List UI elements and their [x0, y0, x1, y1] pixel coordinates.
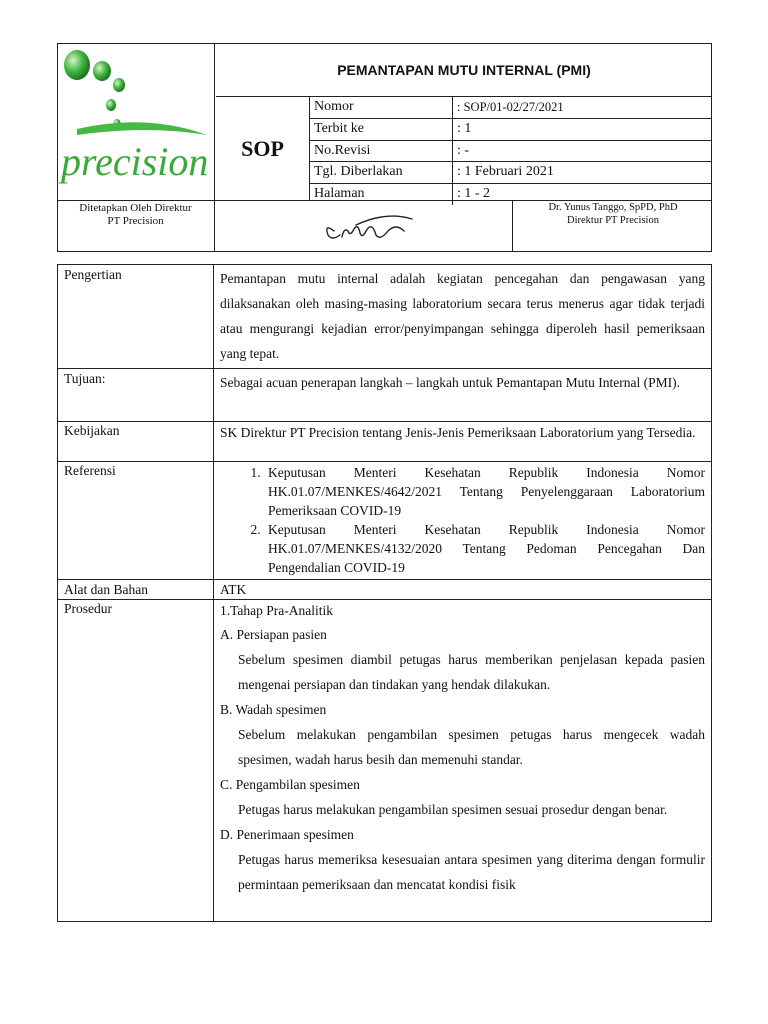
logo-cell — [57, 43, 215, 200]
label-referensi: Referensi — [58, 462, 214, 579]
step-text: Sebelum spesimen diambil petugas harus memberikan penjelasan kepada pasien mengenai persiapan dan tindakan yang hendak dilakukan. — [238, 652, 705, 692]
meta-key: Tgl. Diberlakan — [310, 162, 453, 183]
referensi-item: 2. Keputusan Menteri Kesehatan Republik Indonesia Nomor HK.01.07/MENKES/4132/2020 Tentang Pedoman Pencegahan Dan Pengendalian COVID-19 — [264, 520, 705, 577]
text-tujuan: Sebagai acuan penerapan langkah – langkah untuk Pemantapan Mutu Internal (PMI). — [220, 375, 680, 390]
referensi-item: 1. Keputusan Menteri Kesehatan Republik Indonesia Nomor HK.01.07/MENKES/4642/2021 Tentang Penyelenggaraan Laboratorium Pemeriksaan COVID-19 — [264, 463, 705, 520]
meta-value: : SOP/01-02/27/2021 — [457, 100, 564, 114]
meta-value: : - — [457, 142, 470, 158]
document-meta — [310, 97, 712, 200]
signer-cell — [514, 201, 712, 252]
meta-key: Nomor — [310, 97, 453, 118]
step-title: D. Penerimaan spesimen — [220, 827, 354, 842]
meta-key: No.Revisi — [310, 141, 453, 162]
ditetapkan-cell — [57, 201, 215, 252]
step-title: B. Wadah spesimen — [220, 702, 327, 717]
row-kebijakan — [58, 422, 711, 462]
row-tujuan — [58, 369, 711, 422]
row-prosedur — [58, 600, 711, 922]
prosedur-stage: 1.Tahap Pra-Analitik — [220, 603, 334, 618]
meta-row — [310, 162, 712, 184]
label-tujuan: Tujuan: — [58, 369, 214, 421]
step-text: Sebelum melakukan pengambilan spesimen petugas harus mengecek wadah spesimen, wadah harus besih dan memenuhi standar. — [238, 727, 705, 767]
meta-key: Halaman — [310, 184, 453, 205]
ditetapkan-line2: PT Precision — [107, 215, 164, 227]
step-title: C. Pengambilan spesimen — [220, 777, 360, 792]
row-referensi — [58, 462, 711, 580]
meta-row — [310, 119, 712, 141]
signature-cell — [216, 201, 513, 252]
text-alat: ATK — [220, 582, 247, 597]
row-alat — [58, 580, 711, 600]
referensi-list-cell — [214, 462, 711, 579]
ditetapkan-line1: Ditetapkan Oleh Direktur — [79, 202, 192, 214]
label-prosedur: Prosedur — [58, 600, 214, 922]
label-alat: Alat dan Bahan — [58, 580, 214, 599]
svg-text:precision: precision — [61, 139, 209, 184]
text-pengertian: Pemantapan mutu internal adalah kegiatan pencegahan dan pengawasan yang dilaksanakan oleh masing-masing laboratorium secara terus menerus agar tidak terjadi atau mengurangi kejadian error/penyimpangan sehingga diperoleh hasil pemeriksaan yang tepat. — [220, 271, 705, 361]
row-pengertian — [58, 265, 711, 369]
label-pengertian: Pengertian — [58, 265, 214, 368]
label-kebijakan: Kebijakan — [58, 422, 214, 461]
prosedur-cell — [214, 600, 711, 922]
signer-name: Dr. Yunus Tanggo, SpPD, PhD — [548, 202, 678, 213]
step-text: Petugas harus memeriksa kesesuaian antara spesimen yang diterima dengan formulir permintaan pemeriksaan dan mencatat kondisi fisik — [238, 852, 705, 892]
sop-label: SOP — [216, 97, 310, 200]
precision-logo — [57, 43, 213, 198]
meta-value: : 1 Februari 2021 — [457, 164, 554, 180]
step-text: Petugas harus melakukan pengambilan spesimen sesuai prosedur dengan benar. — [238, 802, 668, 817]
signature-image — [216, 201, 513, 252]
content-table — [57, 264, 712, 922]
document-title: PEMANTAPAN MUTU INTERNAL (PMI) — [216, 43, 712, 97]
meta-key: Terbit ke — [310, 119, 453, 140]
referensi-list — [220, 463, 705, 577]
text-kebijakan: SK Direktur PT Precision tentang Jenis-Jenis Pemeriksaan Laboratorium yang Tersedia. — [220, 425, 696, 440]
meta-value: : 1 - 2 — [457, 186, 491, 202]
meta-row — [310, 97, 712, 119]
signer-title: Direktur PT Precision — [567, 215, 659, 226]
step-title: A. Persiapan pasien — [220, 627, 327, 642]
meta-value: : 1 — [457, 120, 472, 136]
meta-row — [310, 141, 712, 163]
